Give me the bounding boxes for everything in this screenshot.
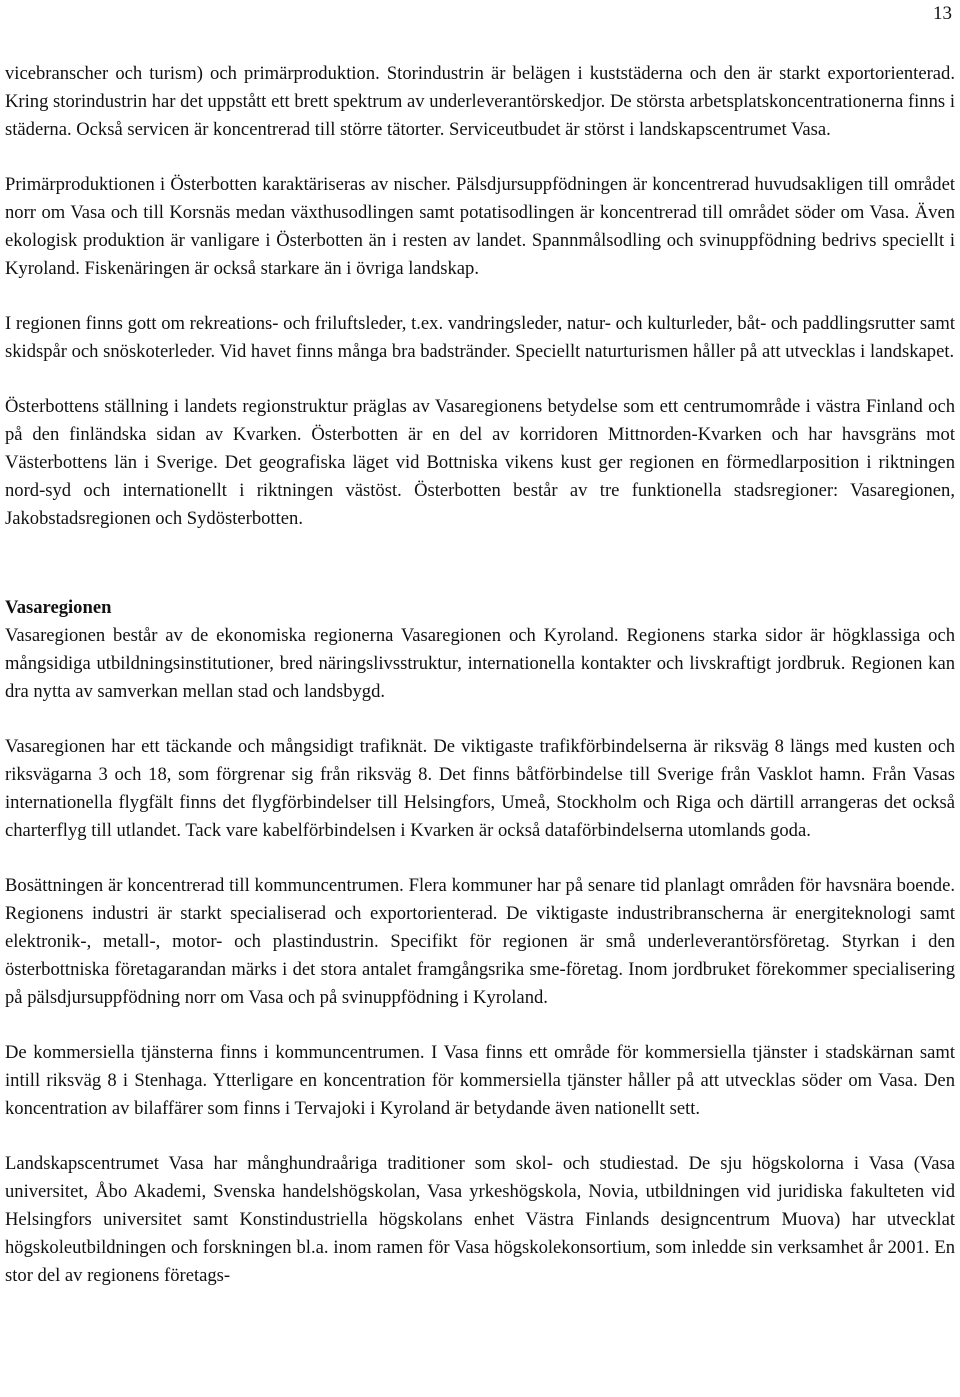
paragraph-education: Landskapscentrumet Vasa har månghundraåriga traditioner som skol- och studiestad. De sju högskolorna i Vasa (Vasa universitet, Åbo Akademi, Svenska handelshögskolan, Vasa yrkeshögskola, Novia, utbildningen vid juridiska fakulteten vid Helsingfors universitet samt Konstindustriella högskolans enhet Västra Finlands designcentrum Muova) har utvecklat högskoleutbildningen och forskningen bl.a. inom ramen för Vasa högskolekonsortium, som inledde sin verksamhet år 2001. En stor del av regionens företags-	[5, 1153, 955, 1286]
paragraph-regional-structure: Österbottens ställning i landets regionstruktur präglas av Vasaregionens betydelse som ett centrumområde i västra Finland och på den finländska sidan av Kvarken. Österbotten är en del av korridoren Mittnorden-Kvarken och har havsgräns mot Västerbottens län i Sverige. Det geografiska läget vid Bottniska vikens kust ger regionen en förmedlarposition i riktningen nord-syd och internationellt i riktningen västöst. Österbotten består av tre funktionella stadsregioner: Vasaregionen, Jakobstadsregionen och Sydösterbotten.	[5, 396, 955, 529]
paragraph-recreation: I regionen finns gott om rekreations- och friluftsleder, t.ex. vandringsleder, natur- och kulturleder, båt- och paddlingsrutter samt skidspår och snöskoterleder. Vid havet finns många bra badstränder. Speciellt naturturismen håller på att utvecklas i landskapet.	[5, 313, 955, 362]
section-spacer	[5, 560, 955, 594]
paragraph-vasaregionen-overview: Vasaregionen består av de ekonomiska regionerna Vasaregionen och Kyroland. Regionens starka sidor är högklassiga och mångsidiga utbildningsinstitutioner, bred näringslivsstruktur, internationella kontakter och livskraftigt jordbruk. Regionen kan dra nytta av samverkan mellan stad och landsbygd.	[5, 625, 955, 702]
paragraph-traffic: Vasaregionen har ett täckande och mångsidigt trafiknät. De viktigaste trafikförbindelserna är riksväg 8 längs med kusten och riksvägarna 3 och 18, som förgrenar sig från riksväg 8. Det finns båtförbindelse till Sverige från Vasklot hamn. Från Vasas internationella flygfält finns det flygförbindelser till Helsingfors, Umeå, Stockholm och Riga och därtill arrangeras det också charterflyg till utlandet. Tack vare kabelförbindelsen i Kvarken är också dataförbindelserna utomlands goda.	[5, 736, 955, 841]
section-heading: Vasaregionen	[5, 597, 112, 618]
page-number: 13	[933, 3, 952, 24]
paragraph-primary-production: Primärproduktionen i Österbotten karaktäriseras av nischer. Pälsdjursuppfödningen är koncentrerad huvudsakligen till området norr om Vasa och till Korsnäs medan växthusodlingen samt potatisodlingen är koncentrerad till området söder om Vasa. Även ekologisk produktion är vanligare i Österbotten än i resten av landet. Spannmålsodling och svinuppfödning bedrivs speciellt i Kyroland. Fiskenäringen är också starkare än i övriga landskap.	[5, 174, 955, 279]
paragraph-settlement-industry: Bosättningen är koncentrerad till kommuncentrumen. Flera kommuner har på senare tid planlagt områden för havsnära boende. Regionens industri är starkt specialiserad och exportorienterad. De viktigaste industribranscherna är energiteknologi samt elektronik-, metall-, motor- och plastindustrin. Specifikt för regionen är små underleverantörsföretag. Styrkan i den österbottniska företagarandan märks i det stora antalet framgångsrika sme-företag. Inom jordbruket förekommer specialisering på pälsdjursuppfödning norr om Vasa och på svinuppfödning i Kyroland.	[5, 875, 955, 1008]
paragraph-commercial-services: De kommersiella tjänsterna finns i kommuncentrumen. I Vasa finns ett område för kommersiella tjänster i stadskärnan samt intill riksväg 8 i Stenhaga. Ytterligare en koncentration för kommersiella tjänster håller på att utvecklas söder om Vasa. Den koncentration av bilaffärer som finns i Tervajoki i Kyroland är betydande även nationellt sett.	[5, 1042, 955, 1119]
document-body	[5, 60, 955, 1290]
paragraph-intro: vicebranscher och turism) och primärproduktion. Storindustrin är belägen i kuststäderna och den är starkt exportorienterad. Kring storindustrin har det uppstått ett brett spektrum av underleverantörskedjor. De största arbetsplatskoncentrationerna finns i städerna. Också servicen är koncentrerad till större tätorter. Serviceutbudet är störst i landskapscentrumet Vasa.	[5, 63, 955, 140]
